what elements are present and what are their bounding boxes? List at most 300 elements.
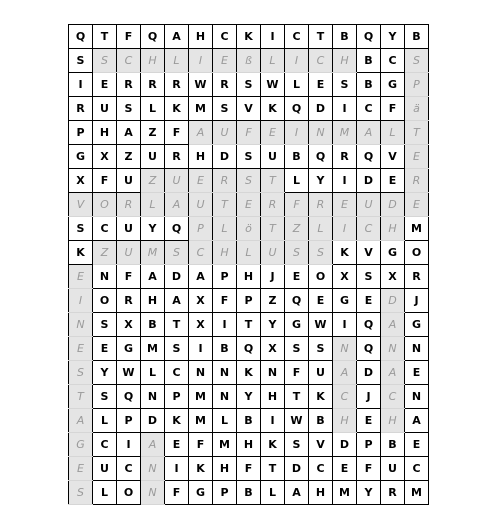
letter-cell[interactable]: X	[333, 265, 357, 289]
letter-cell[interactable]: H	[309, 481, 333, 505]
letter-cell[interactable]: C	[309, 457, 333, 481]
letter-cell[interactable]: W	[261, 73, 285, 97]
letter-cell[interactable]: F	[213, 289, 237, 313]
letter-cell[interactable]: A	[381, 313, 405, 337]
letter-cell[interactable]: E	[405, 145, 429, 169]
letter-cell[interactable]: H	[333, 409, 357, 433]
letter-cell[interactable]: I	[165, 457, 189, 481]
letter-cell[interactable]: K	[69, 241, 93, 265]
letter-cell[interactable]: I	[333, 217, 357, 241]
letter-cell[interactable]: U	[381, 457, 405, 481]
letter-cell[interactable]: D	[381, 193, 405, 217]
letter-cell[interactable]: H	[237, 265, 261, 289]
letter-cell[interactable]: C	[93, 433, 117, 457]
letter-cell[interactable]: U	[261, 241, 285, 265]
letter-cell[interactable]: E	[405, 193, 429, 217]
letter-cell[interactable]: D	[381, 289, 405, 313]
letter-cell[interactable]: K	[165, 97, 189, 121]
letter-cell[interactable]: I	[333, 97, 357, 121]
letter-cell[interactable]: N	[69, 313, 93, 337]
letter-cell[interactable]: C	[357, 97, 381, 121]
letter-cell[interactable]: A	[165, 289, 189, 313]
letter-cell[interactable]: N	[405, 385, 429, 409]
letter-cell[interactable]: X	[381, 265, 405, 289]
letter-cell[interactable]: L	[213, 217, 237, 241]
letter-cell[interactable]: N	[213, 385, 237, 409]
letter-cell[interactable]: F	[237, 457, 261, 481]
letter-cell[interactable]: F	[189, 433, 213, 457]
letter-cell[interactable]: U	[261, 145, 285, 169]
letter-cell[interactable]: X	[117, 313, 141, 337]
letter-cell[interactable]: N	[333, 337, 357, 361]
letter-cell[interactable]: R	[261, 193, 285, 217]
letter-cell[interactable]: U	[117, 241, 141, 265]
letter-cell[interactable]: E	[165, 433, 189, 457]
letter-cell[interactable]: B	[309, 409, 333, 433]
letter-cell[interactable]: K	[237, 25, 261, 49]
letter-cell[interactable]: X	[261, 337, 285, 361]
letter-cell[interactable]: T	[261, 217, 285, 241]
letter-cell[interactable]: A	[381, 361, 405, 385]
letter-cell[interactable]: E	[261, 121, 285, 145]
letter-cell[interactable]: Z	[141, 169, 165, 193]
letter-cell[interactable]: T	[309, 25, 333, 49]
letter-cell[interactable]: H	[213, 241, 237, 265]
letter-cell[interactable]: E	[309, 73, 333, 97]
letter-cell[interactable]: B	[237, 481, 261, 505]
letter-cell[interactable]: N	[141, 481, 165, 505]
letter-cell[interactable]: R	[117, 289, 141, 313]
letter-cell[interactable]: S	[237, 145, 261, 169]
letter-cell[interactable]: F	[117, 25, 141, 49]
letter-cell[interactable]: M	[141, 337, 165, 361]
letter-cell[interactable]: I	[261, 25, 285, 49]
letter-cell[interactable]: R	[117, 73, 141, 97]
letter-cell[interactable]: A	[189, 121, 213, 145]
letter-cell[interactable]: R	[213, 73, 237, 97]
letter-cell[interactable]: A	[285, 481, 309, 505]
letter-cell[interactable]: F	[381, 97, 405, 121]
letter-cell[interactable]: L	[213, 409, 237, 433]
letter-cell[interactable]: Q	[165, 217, 189, 241]
letter-cell[interactable]: E	[405, 433, 429, 457]
letter-cell[interactable]: U	[357, 193, 381, 217]
letter-cell[interactable]: Z	[117, 145, 141, 169]
letter-cell[interactable]: W	[189, 73, 213, 97]
letter-cell[interactable]: H	[189, 145, 213, 169]
letter-cell[interactable]: H	[141, 49, 165, 73]
letter-cell[interactable]: L	[237, 241, 261, 265]
letter-cell[interactable]: A	[165, 193, 189, 217]
letter-cell[interactable]: E	[381, 169, 405, 193]
letter-cell[interactable]: I	[285, 49, 309, 73]
letter-cell[interactable]: O	[309, 265, 333, 289]
letter-cell[interactable]: S	[93, 385, 117, 409]
letter-cell[interactable]: S	[93, 313, 117, 337]
letter-cell[interactable]: C	[213, 25, 237, 49]
letter-cell[interactable]: T	[93, 25, 117, 49]
letter-cell[interactable]: G	[381, 241, 405, 265]
letter-cell[interactable]: S	[69, 481, 93, 505]
letter-cell[interactable]: E	[333, 457, 357, 481]
letter-cell[interactable]: M	[405, 217, 429, 241]
letter-cell[interactable]: R	[405, 169, 429, 193]
letter-cell[interactable]: N	[141, 385, 165, 409]
letter-cell[interactable]: N	[405, 337, 429, 361]
letter-cell[interactable]: I	[285, 121, 309, 145]
letter-cell[interactable]: G	[333, 289, 357, 313]
letter-cell[interactable]: X	[93, 145, 117, 169]
letter-cell[interactable]: E	[189, 169, 213, 193]
letter-cell[interactable]: E	[357, 289, 381, 313]
letter-cell[interactable]: P	[165, 385, 189, 409]
letter-cell[interactable]: H	[261, 385, 285, 409]
letter-cell[interactable]: I	[117, 433, 141, 457]
letter-cell[interactable]: L	[165, 49, 189, 73]
letter-cell[interactable]: X	[189, 313, 213, 337]
letter-cell[interactable]: E	[237, 193, 261, 217]
letter-cell[interactable]: E	[213, 49, 237, 73]
letter-cell[interactable]: F	[285, 193, 309, 217]
letter-cell[interactable]: Y	[357, 481, 381, 505]
letter-cell[interactable]: S	[69, 49, 93, 73]
letter-cell[interactable]: I	[69, 289, 93, 313]
letter-cell[interactable]: L	[93, 481, 117, 505]
letter-cell[interactable]: F	[165, 481, 189, 505]
letter-cell[interactable]: E	[405, 361, 429, 385]
letter-cell[interactable]: D	[213, 145, 237, 169]
letter-cell[interactable]: O	[93, 289, 117, 313]
letter-cell[interactable]: S	[285, 433, 309, 457]
letter-cell[interactable]: C	[117, 49, 141, 73]
letter-cell[interactable]: Z	[285, 217, 309, 241]
letter-cell[interactable]: T	[261, 169, 285, 193]
letter-cell[interactable]: W	[117, 361, 141, 385]
letter-cell[interactable]: L	[141, 193, 165, 217]
letter-cell[interactable]: L	[381, 121, 405, 145]
letter-cell[interactable]: E	[69, 457, 93, 481]
letter-cell[interactable]: ä	[405, 97, 429, 121]
letter-cell[interactable]: Y	[141, 217, 165, 241]
letter-cell[interactable]: P	[213, 265, 237, 289]
letter-cell[interactable]: L	[261, 481, 285, 505]
letter-cell[interactable]: J	[405, 289, 429, 313]
letter-cell[interactable]: K	[189, 457, 213, 481]
letter-cell[interactable]: A	[69, 409, 93, 433]
letter-cell[interactable]: Z	[93, 241, 117, 265]
letter-cell[interactable]: H	[381, 409, 405, 433]
letter-cell[interactable]: V	[309, 433, 333, 457]
letter-cell[interactable]: U	[309, 361, 333, 385]
letter-cell[interactable]: S	[357, 265, 381, 289]
letter-cell[interactable]: Z	[261, 289, 285, 313]
letter-cell[interactable]: H	[189, 25, 213, 49]
letter-cell[interactable]: T	[165, 313, 189, 337]
letter-cell[interactable]: I	[333, 313, 357, 337]
letter-cell[interactable]: Q	[357, 145, 381, 169]
letter-cell[interactable]: F	[165, 121, 189, 145]
letter-cell[interactable]: Q	[357, 25, 381, 49]
letter-cell[interactable]: F	[117, 265, 141, 289]
letter-cell[interactable]: G	[189, 481, 213, 505]
letter-cell[interactable]: H	[237, 433, 261, 457]
letter-cell[interactable]: M	[189, 385, 213, 409]
letter-cell[interactable]: N	[381, 337, 405, 361]
letter-cell[interactable]: T	[261, 457, 285, 481]
letter-cell[interactable]: Z	[141, 121, 165, 145]
letter-cell[interactable]: B	[213, 337, 237, 361]
letter-cell[interactable]: U	[93, 97, 117, 121]
letter-cell[interactable]: M	[141, 241, 165, 265]
letter-cell[interactable]: U	[93, 457, 117, 481]
letter-cell[interactable]: F	[357, 457, 381, 481]
letter-cell[interactable]: S	[93, 49, 117, 73]
letter-cell[interactable]: C	[333, 385, 357, 409]
letter-cell[interactable]: B	[405, 25, 429, 49]
letter-cell[interactable]: H	[93, 121, 117, 145]
letter-cell[interactable]: A	[141, 433, 165, 457]
letter-cell[interactable]: H	[333, 49, 357, 73]
letter-cell[interactable]: U	[213, 121, 237, 145]
letter-cell[interactable]: L	[309, 217, 333, 241]
letter-cell[interactable]: B	[237, 409, 261, 433]
letter-cell[interactable]: C	[93, 217, 117, 241]
letter-cell[interactable]: S	[69, 361, 93, 385]
letter-cell[interactable]: E	[285, 265, 309, 289]
letter-cell[interactable]: Q	[357, 337, 381, 361]
letter-cell[interactable]: V	[69, 193, 93, 217]
letter-cell[interactable]: I	[213, 313, 237, 337]
letter-cell[interactable]: N	[261, 361, 285, 385]
letter-cell[interactable]: E	[333, 193, 357, 217]
letter-cell[interactable]: E	[93, 337, 117, 361]
letter-cell[interactable]: G	[381, 73, 405, 97]
letter-cell[interactable]: V	[237, 97, 261, 121]
letter-cell[interactable]: R	[381, 481, 405, 505]
letter-cell[interactable]: ö	[237, 217, 261, 241]
letter-cell[interactable]: C	[381, 385, 405, 409]
letter-cell[interactable]: D	[333, 433, 357, 457]
letter-cell[interactable]: C	[405, 457, 429, 481]
letter-cell[interactable]: I	[69, 73, 93, 97]
letter-cell[interactable]: V	[357, 241, 381, 265]
letter-cell[interactable]: C	[357, 217, 381, 241]
letter-cell[interactable]: X	[189, 289, 213, 313]
letter-cell[interactable]: R	[309, 193, 333, 217]
letter-cell[interactable]: ß	[237, 49, 261, 73]
letter-cell[interactable]: A	[165, 25, 189, 49]
letter-cell[interactable]: W	[285, 409, 309, 433]
letter-cell[interactable]: T	[69, 385, 93, 409]
letter-cell[interactable]: U	[141, 145, 165, 169]
letter-cell[interactable]: V	[381, 145, 405, 169]
letter-cell[interactable]: M	[405, 481, 429, 505]
letter-cell[interactable]: N	[141, 457, 165, 481]
letter-cell[interactable]: M	[189, 409, 213, 433]
letter-cell[interactable]: F	[93, 169, 117, 193]
letter-cell[interactable]: R	[69, 97, 93, 121]
letter-cell[interactable]: B	[357, 73, 381, 97]
letter-cell[interactable]: R	[405, 265, 429, 289]
letter-cell[interactable]: R	[165, 145, 189, 169]
letter-cell[interactable]: C	[117, 457, 141, 481]
letter-cell[interactable]: D	[357, 361, 381, 385]
letter-cell[interactable]: R	[333, 145, 357, 169]
letter-cell[interactable]: S	[309, 241, 333, 265]
letter-cell[interactable]: S	[309, 337, 333, 361]
letter-cell[interactable]: E	[357, 409, 381, 433]
letter-cell[interactable]: S	[237, 73, 261, 97]
letter-cell[interactable]: Q	[357, 313, 381, 337]
letter-cell[interactable]: R	[141, 73, 165, 97]
letter-cell[interactable]: Y	[93, 361, 117, 385]
letter-cell[interactable]: A	[333, 361, 357, 385]
letter-cell[interactable]: M	[189, 97, 213, 121]
letter-cell[interactable]: P	[405, 73, 429, 97]
letter-cell[interactable]: A	[405, 409, 429, 433]
letter-cell[interactable]: Q	[285, 289, 309, 313]
letter-cell[interactable]: N	[189, 361, 213, 385]
letter-cell[interactable]: W	[309, 313, 333, 337]
letter-cell[interactable]: B	[333, 25, 357, 49]
letter-cell[interactable]: H	[213, 457, 237, 481]
letter-cell[interactable]: Q	[117, 385, 141, 409]
letter-cell[interactable]: C	[381, 49, 405, 73]
letter-cell[interactable]: D	[309, 97, 333, 121]
letter-cell[interactable]: I	[333, 169, 357, 193]
letter-cell[interactable]: S	[165, 337, 189, 361]
letter-cell[interactable]: S	[69, 217, 93, 241]
letter-cell[interactable]: N	[213, 361, 237, 385]
letter-cell[interactable]: F	[237, 121, 261, 145]
letter-cell[interactable]: D	[165, 265, 189, 289]
letter-cell[interactable]: N	[309, 121, 333, 145]
letter-cell[interactable]: G	[405, 313, 429, 337]
letter-cell[interactable]: J	[261, 265, 285, 289]
letter-cell[interactable]: O	[117, 481, 141, 505]
letter-cell[interactable]: S	[117, 97, 141, 121]
letter-cell[interactable]: I	[261, 409, 285, 433]
letter-cell[interactable]: Q	[141, 25, 165, 49]
letter-cell[interactable]: H	[381, 217, 405, 241]
letter-cell[interactable]: E	[309, 289, 333, 313]
letter-cell[interactable]: T	[237, 313, 261, 337]
letter-cell[interactable]: A	[117, 121, 141, 145]
letter-cell[interactable]: P	[237, 289, 261, 313]
letter-cell[interactable]: Q	[309, 145, 333, 169]
letter-cell[interactable]: P	[117, 409, 141, 433]
letter-cell[interactable]: L	[141, 97, 165, 121]
letter-cell[interactable]: K	[237, 361, 261, 385]
letter-cell[interactable]: K	[333, 241, 357, 265]
letter-cell[interactable]: H	[141, 289, 165, 313]
letter-cell[interactable]: G	[69, 433, 93, 457]
letter-cell[interactable]: S	[213, 97, 237, 121]
letter-cell[interactable]: T	[285, 385, 309, 409]
letter-cell[interactable]: S	[333, 73, 357, 97]
letter-cell[interactable]: K	[261, 97, 285, 121]
letter-cell[interactable]: Y	[381, 25, 405, 49]
letter-cell[interactable]: C	[309, 49, 333, 73]
letter-cell[interactable]: E	[93, 73, 117, 97]
letter-cell[interactable]: Y	[237, 385, 261, 409]
letter-cell[interactable]: X	[69, 169, 93, 193]
letter-cell[interactable]: S	[237, 169, 261, 193]
letter-cell[interactable]: C	[189, 241, 213, 265]
letter-cell[interactable]: L	[93, 409, 117, 433]
letter-cell[interactable]: E	[69, 265, 93, 289]
letter-cell[interactable]: P	[357, 433, 381, 457]
letter-cell[interactable]: M	[213, 433, 237, 457]
letter-cell[interactable]: B	[285, 145, 309, 169]
letter-cell[interactable]: B	[357, 49, 381, 73]
letter-cell[interactable]: R	[117, 193, 141, 217]
letter-cell[interactable]: R	[165, 73, 189, 97]
letter-cell[interactable]: G	[117, 337, 141, 361]
letter-cell[interactable]: F	[285, 361, 309, 385]
letter-cell[interactable]: J	[357, 385, 381, 409]
letter-cell[interactable]: C	[165, 361, 189, 385]
letter-cell[interactable]: Y	[261, 313, 285, 337]
letter-cell[interactable]: S	[405, 49, 429, 73]
letter-cell[interactable]: G	[69, 145, 93, 169]
letter-cell[interactable]: P	[213, 481, 237, 505]
letter-cell[interactable]: R	[213, 169, 237, 193]
letter-cell[interactable]: O	[93, 193, 117, 217]
letter-cell[interactable]: U	[189, 193, 213, 217]
letter-cell[interactable]: C	[285, 25, 309, 49]
letter-cell[interactable]: A	[357, 121, 381, 145]
letter-cell[interactable]: S	[165, 241, 189, 265]
letter-cell[interactable]: P	[69, 121, 93, 145]
letter-cell[interactable]: E	[69, 337, 93, 361]
letter-cell[interactable]: U	[117, 217, 141, 241]
letter-cell[interactable]: I	[189, 337, 213, 361]
letter-cell[interactable]: B	[141, 313, 165, 337]
letter-cell[interactable]: L	[285, 169, 309, 193]
letter-cell[interactable]: L	[141, 361, 165, 385]
letter-cell[interactable]: N	[93, 265, 117, 289]
letter-cell[interactable]: U	[117, 169, 141, 193]
letter-cell[interactable]: T	[213, 193, 237, 217]
letter-cell[interactable]: I	[189, 49, 213, 73]
letter-cell[interactable]: Y	[309, 169, 333, 193]
letter-cell[interactable]: K	[165, 409, 189, 433]
letter-cell[interactable]: L	[285, 73, 309, 97]
letter-cell[interactable]: A	[189, 265, 213, 289]
letter-cell[interactable]: Q	[285, 97, 309, 121]
letter-cell[interactable]: P	[189, 217, 213, 241]
letter-cell[interactable]: S	[285, 337, 309, 361]
letter-cell[interactable]: G	[285, 313, 309, 337]
letter-cell[interactable]: M	[333, 121, 357, 145]
letter-cell[interactable]: K	[309, 385, 333, 409]
letter-cell[interactable]: U	[165, 169, 189, 193]
letter-cell[interactable]: D	[285, 457, 309, 481]
letter-cell[interactable]: B	[381, 433, 405, 457]
letter-cell[interactable]: O	[405, 241, 429, 265]
letter-cell[interactable]: Q	[69, 25, 93, 49]
letter-cell[interactable]: D	[141, 409, 165, 433]
letter-cell[interactable]: D	[357, 169, 381, 193]
letter-cell[interactable]: K	[261, 433, 285, 457]
letter-cell[interactable]: L	[261, 49, 285, 73]
letter-cell[interactable]: T	[405, 121, 429, 145]
letter-cell[interactable]: M	[333, 481, 357, 505]
letter-cell[interactable]: Q	[237, 337, 261, 361]
letter-cell[interactable]: S	[285, 241, 309, 265]
letter-cell[interactable]: A	[141, 265, 165, 289]
